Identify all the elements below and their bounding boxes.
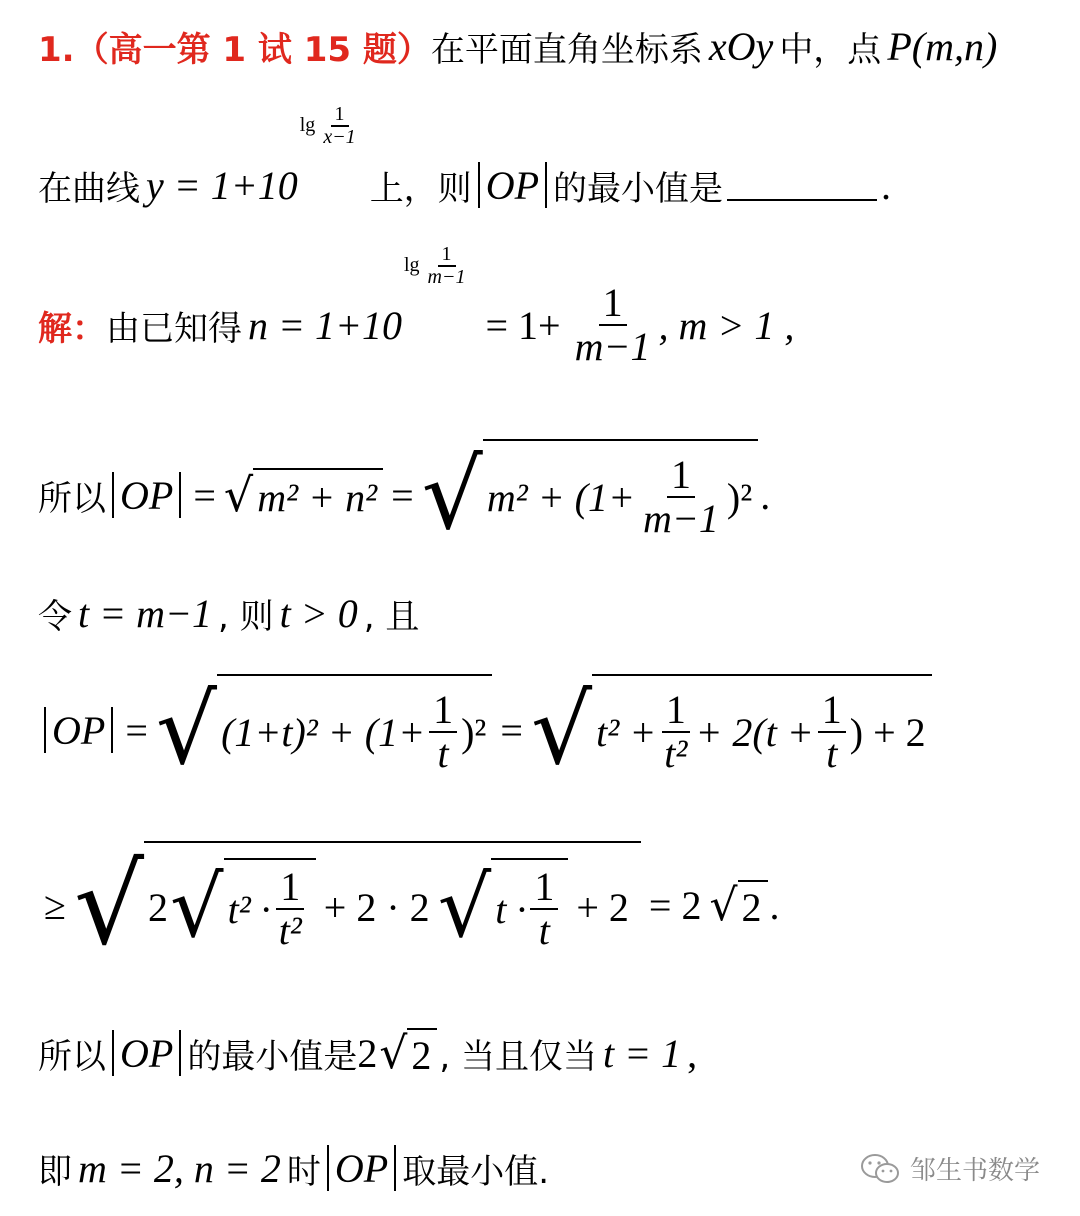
radical-sign: √ (421, 439, 483, 551)
s1-frac-den: m−1 (574, 324, 651, 369)
op-segment: OP (52, 707, 106, 753)
s6-cond: t = 1 (603, 1030, 682, 1076)
watermark-text: 邹生书数学 (909, 1156, 1040, 1186)
s4-rad2-b: + 2(t + (695, 709, 814, 755)
s5-root: 2 (738, 880, 768, 931)
s7-text-a: 即 (38, 1151, 72, 1192)
radical-sign: √ (709, 879, 738, 931)
s2-rad2-fraction (639, 454, 723, 540)
s1-expression (248, 242, 474, 349)
s1-exp-num: 1 (438, 244, 456, 267)
s2-rad2-a: m² + (1+ (486, 474, 635, 520)
s6-val: 2 (357, 1030, 378, 1076)
problem-text-b: 中，点 (779, 30, 882, 70)
s4-rad2-den2: t (826, 731, 838, 776)
s5-radical-result (709, 880, 767, 931)
s4-rad1-num: 1 (429, 689, 457, 733)
s4-radical-2 (531, 674, 932, 786)
op-segment: OP (485, 162, 540, 208)
curve-exp-num: 1 (331, 104, 349, 127)
s1-exp-den: m−1 (427, 265, 466, 288)
s2-radical-1 (224, 468, 383, 522)
s2-rad1: m² + n² (253, 468, 383, 522)
s5-b: + 2 · 2 (323, 884, 430, 930)
abs-bar-right (545, 162, 547, 208)
s6-text-a: 所以 (38, 1036, 106, 1077)
s1-exp-fraction (424, 244, 470, 288)
s2-rad2-b: )² (726, 474, 753, 520)
curve-lhs: y = 1+10 (146, 162, 298, 208)
s4-rad1-b: )² (461, 709, 487, 755)
s4-rad2-num2: 1 (818, 689, 846, 733)
op-segment: OP (120, 472, 174, 518)
s1-exponent (404, 244, 474, 288)
curve-exp-lg: lg (299, 114, 316, 136)
abs-bar-left (478, 162, 480, 208)
abs-bar-left (44, 707, 46, 753)
wechat-icon (860, 1153, 900, 1185)
s2-rad2-body (483, 439, 758, 551)
s4-eq2: = (500, 707, 523, 753)
s4-rad1-a: (1+t)² + (1+ (221, 709, 426, 755)
curve-exp-den: x−1 (323, 125, 356, 148)
radical-sign: √ (73, 841, 145, 969)
s3-text-c: , 且 (363, 596, 420, 637)
s7-text-b: 时 (286, 1151, 321, 1192)
s4-radical-1 (156, 674, 493, 786)
solution-line-4 (38, 670, 1066, 790)
abs-bar-left (327, 1145, 329, 1191)
s5-fraction-2 (530, 866, 558, 952)
radical-sign: √ (530, 674, 593, 786)
s2-rad2-num: 1 (667, 454, 695, 498)
abs-bar-right (179, 1030, 181, 1076)
abs-bar-right (111, 707, 113, 753)
s5-c: + 2 (576, 884, 629, 930)
s5-inner2-body (491, 858, 568, 956)
op-segment: OP (120, 1030, 174, 1076)
abs-bar-left (112, 1030, 114, 1076)
s4-rad2-num: 1 (662, 689, 690, 733)
s1-fraction (571, 282, 655, 368)
problem-text-d: 上，则 (369, 168, 472, 209)
s4-eq1: = (125, 707, 148, 753)
s1-eq: = 1+ (485, 302, 561, 348)
s5-radical-inner-1 (170, 858, 316, 956)
solution-line-3 (38, 588, 1066, 638)
s3-text-a: 令 (38, 596, 72, 637)
s1-frac-num: 1 (599, 282, 627, 326)
s2-eq2: = (391, 472, 414, 518)
s4-rad2-a: t² + (596, 709, 657, 755)
radical-sign: √ (170, 858, 224, 956)
curve-exponent (300, 104, 364, 148)
coord-system: xOy (708, 24, 774, 69)
radical-sign: √ (437, 858, 492, 956)
radical-sign: √ (155, 674, 218, 786)
s5-den2: t (538, 908, 550, 953)
op-segment: OP (334, 1145, 389, 1191)
s4-rad2-c: ) + 2 (849, 709, 926, 755)
s2-rad2-den: m−1 (643, 496, 719, 541)
radical-sign: √ (379, 1027, 408, 1079)
s4-rad2-fraction-1 (660, 689, 691, 775)
s6-root: 2 (407, 1028, 437, 1079)
s5-inner1-body (224, 858, 316, 956)
abs-bar-left (112, 472, 114, 518)
problem-line-1 (38, 22, 1066, 71)
s7-text-c: 取最小值. (402, 1151, 550, 1192)
s4-rad2-den: t² (664, 731, 688, 776)
curve-exp-fraction (319, 104, 359, 148)
s1-lhs: n = 1+10 (248, 302, 402, 348)
s1-tail: , m > 1 , (658, 302, 795, 348)
s6-text-b: 的最小值是 (187, 1036, 358, 1077)
s1-exp-lg: lg (403, 254, 420, 276)
s4-rad2-body (592, 674, 932, 786)
s3-text-b: , 则 (217, 596, 274, 637)
s5-end: . (769, 882, 780, 928)
s4-rad1-body (217, 674, 492, 786)
problem-text-c: 在曲线 (38, 168, 140, 209)
point-p: P(m,n) (887, 24, 998, 69)
s5-in1: t² · (227, 886, 271, 932)
solution-line-2 (38, 440, 1066, 550)
s5-radical-outer (74, 841, 641, 969)
radical-sign: √ (223, 468, 254, 522)
answer-blank (727, 169, 877, 201)
s5-num1: 1 (276, 866, 304, 910)
s6-text-c: , 当且仅当 (439, 1036, 597, 1077)
s5-a: 2 (148, 884, 169, 930)
problem-text-e: 的最小值是 (553, 168, 724, 209)
s5-in2: t · (495, 886, 527, 932)
s5-outer-body (144, 841, 641, 969)
s6-radical (379, 1028, 437, 1079)
solution-label: 解： (38, 308, 106, 349)
problem-line-2 (38, 102, 1066, 230)
solution-line-1 (38, 242, 1066, 375)
problem-label: 1.（高一第 1 试 15 题） (38, 30, 431, 70)
s2-radical-2 (422, 439, 759, 551)
solution-line-5 (38, 840, 1066, 970)
s2-end: . (760, 472, 771, 518)
curve-expression (146, 102, 364, 209)
problem-text-a: 在平面直角坐标系 (430, 30, 703, 70)
s6-end: , (687, 1030, 698, 1076)
s5-fraction-1 (275, 866, 306, 952)
s4-rad1-fraction (429, 689, 457, 775)
s2-eq1: = (193, 472, 216, 518)
s5-eq: = 2 (648, 882, 702, 928)
s5-num2: 1 (530, 866, 558, 910)
s3-cond: t > 0 (279, 590, 358, 636)
s5-den1: t² (278, 908, 302, 953)
s1-text: 由已知得 (106, 308, 242, 349)
s7-cond: m = 2, n = 2 (78, 1145, 281, 1191)
abs-bar-right (394, 1145, 396, 1191)
abs-bar-right (179, 472, 181, 518)
watermark (860, 1150, 1040, 1187)
s3-expr: t = m−1 (78, 590, 212, 636)
s4-rad2-fraction-2 (818, 689, 846, 775)
problem-period: . (881, 162, 892, 208)
s2-text: 所以 (38, 478, 106, 519)
s5-radical-inner-2 (438, 858, 569, 956)
solution-line-6 (38, 1025, 1066, 1081)
s5-ge: ≥ (44, 882, 66, 928)
s4-rad1-den: t (437, 731, 449, 776)
